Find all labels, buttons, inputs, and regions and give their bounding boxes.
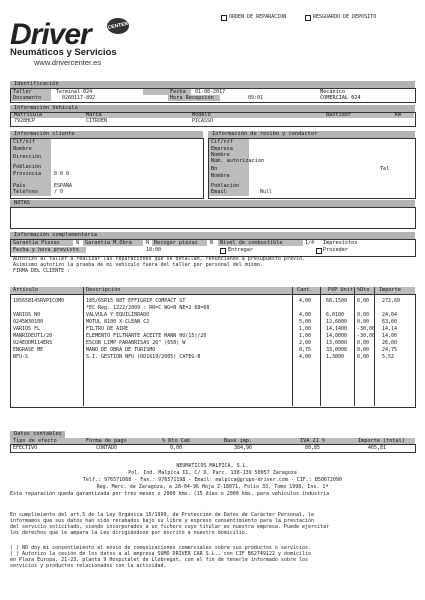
articulo-header: Artículo	[13, 287, 38, 293]
consent-line-4: servicios y productos relacionados con la actividad.	[10, 563, 167, 569]
cliente-telefono-value: / 0	[54, 189, 64, 195]
item-code: ENGRASE ME	[13, 347, 44, 353]
item-desc: 185/65R15 88T EFFIGRIP COMPACT GT	[86, 298, 186, 304]
item-code: NFU-S	[13, 354, 29, 360]
item-dto: -30,00	[357, 326, 376, 332]
cantidad-header: Cant.	[297, 287, 313, 293]
recibo-email-value: Null	[260, 189, 273, 195]
logo-word: Driver	[10, 18, 91, 51]
taller-label: Taller	[13, 89, 32, 95]
consent-line-3: en Plaza Europa, 21-23, planta 9 Hospitalet de Llobregat, con el fin de tenerle informado sobre los	[10, 557, 309, 563]
fecha-label: Fecha	[170, 89, 186, 95]
matricula-label: Matrícula	[14, 112, 43, 118]
recibo-cif-label: Cif/nif	[211, 139, 233, 145]
footer-contact: Telf.: 976571068 - Fax.: 976571198 - Email: malpica@grupo-driver.com - CIF.: B50672090	[83, 477, 342, 483]
legal-line-3: del servicio solicitado, siendo incorporados a un fichero cuyo titular es nuestra empresa. Puede ejercitar	[10, 524, 330, 530]
item-desc: VALVULA Y EQUILIBRADO	[86, 312, 150, 318]
authorization-text-2: Asimismo autorizo la prueba de mi vehículo fuera del taller por personal del mismo.	[13, 262, 263, 268]
marca-value: CITROEN	[86, 118, 108, 124]
item-price: 13,0000	[326, 340, 348, 346]
item-qty: 4,00	[299, 312, 312, 318]
dto-cab-value: 0,00	[170, 445, 183, 451]
item-total: 14,14	[382, 326, 398, 332]
base-imp-value: 384,96	[234, 445, 253, 451]
item-price: 33,0000	[326, 347, 348, 353]
recibo-autorizacion-label: Núm. autorización	[211, 158, 265, 164]
item-dto: -30,00	[357, 333, 376, 339]
dto-cab-header: % Dto Cab	[162, 438, 191, 444]
item-qty: 2,00	[299, 340, 312, 346]
comercial-label: COMERCIAL 024	[320, 95, 361, 101]
item-code: 0245W30100	[13, 319, 44, 325]
item-dto: 0,00	[357, 312, 370, 318]
item-desc: MANO DE OBRA DE TURISMO	[86, 347, 156, 353]
mecanico-label: Mecánico	[320, 89, 345, 95]
item-qty: 0,75	[299, 347, 312, 353]
item-code: VARIOS FL	[13, 326, 41, 332]
importe-total-header: Importe (total)	[358, 438, 405, 444]
recibo-email-label: Email	[211, 189, 227, 195]
legal-line-1: En cumplimiento del art.5 de la Ley Orgánica 15/1999, de Protección de Datos de Carácter Personal, le	[10, 512, 315, 518]
item-total: 24,75	[382, 347, 398, 353]
item-total: 14,00	[382, 333, 398, 339]
importe-header: Importe	[379, 287, 401, 293]
cliente-pais-label: País	[13, 183, 26, 189]
tipo-efecto-value: EFECTIVO	[13, 445, 38, 451]
item-code: VARIOS N0	[13, 312, 41, 318]
recoger-piezas-label: Recoger piezas	[154, 240, 198, 246]
iva-value: 80,85	[305, 445, 321, 451]
km-label: Km	[395, 112, 402, 118]
consent-line-1: ( ) NO doy mi consentimiento al envío de comunicaciones comerciales sobre sus productos o servicios.	[10, 545, 312, 551]
resguardo-label: RESGUARDO DE DEPOSITO	[313, 14, 377, 20]
item-code: 024EODM114ERS	[13, 340, 53, 346]
item-total: 272,60	[382, 298, 401, 304]
cliente-telefono-label: Teléfono	[13, 189, 38, 195]
footer-address: Pol. Ind. Malpica II, C/ D, Parc. 138-139 50057 Zaragoza	[128, 470, 297, 476]
recibo-poblacion-label: Población	[211, 183, 240, 189]
proceder-label: Proceder	[323, 247, 348, 253]
cliente-header: Información cliente	[10, 131, 203, 138]
authorization-text-1: Autorizo al taller a realizar las reparaciones que se detallan, renunciando a presupuesto previo.	[13, 256, 305, 262]
combustible-value: 1/4	[305, 240, 315, 246]
orden-checkbox[interactable]	[221, 15, 227, 21]
footer-guarantee: Esta reparación queda garantizada por tres meses o 2000 kms. (15 días o 2000 kms. para vehículos industria	[10, 491, 330, 497]
item-qty: 4,00	[299, 354, 312, 360]
item-price: 1,3800	[326, 354, 345, 360]
item-price: 14,0000	[326, 333, 348, 339]
item-desc: S.I. GESTION NFU (RD1619/2005) CATEG-B	[86, 354, 201, 360]
taller-value: Terminal 024	[56, 89, 93, 95]
item-desc: ESCOB LIMP PARABRISAS 26" (650) W	[86, 340, 186, 346]
notas-box[interactable]	[10, 207, 416, 229]
footer-registry: Reg. Merc. de Zaragoza, a 28-04-96 Hoja Z-18071, Folio 33, Tomo 1998, Ins. 1ª	[96, 484, 329, 490]
item-price: 12,6000	[326, 319, 348, 325]
bastidor-label: Bastidor	[326, 112, 351, 118]
descripcion-header: Descripción	[86, 287, 121, 293]
complementaria-header: Información complementaria	[10, 232, 415, 239]
item-total: 5,52	[382, 354, 395, 360]
documento-value: 0260117-892	[62, 95, 96, 101]
footer-company: NEUMATICOS MALPICA, S.L.	[176, 463, 249, 469]
recoger-piezas-value: N	[210, 240, 214, 246]
vehiculo-header: Información Vehículo	[10, 105, 415, 112]
notas-header: NOTAS	[10, 200, 415, 207]
items-box	[10, 294, 416, 408]
item-dto: 0,00	[357, 298, 370, 304]
imprevistos-label: Imprevistos	[323, 240, 358, 246]
marca-label: Marca	[86, 112, 102, 118]
item-code: MANRIDEUT1/20	[13, 333, 53, 339]
garantia-piezas-value: N	[76, 240, 80, 246]
base-imp-header: Base imp.	[224, 438, 253, 444]
item-desc: ELEMENTO FILTRANTE ACEITE MANN HU(15)/20	[86, 333, 207, 339]
consent-line-2: ( ) Autorizo la cesión de los datos a al empresa SUMO DRIVER CAR S.L., con CIF B62749122 y domicilio	[10, 551, 312, 557]
item-dto: 0,00	[357, 319, 370, 325]
cliente-poblacion-label: Población	[13, 164, 42, 170]
fecha-value: 01-08-2017	[195, 89, 226, 95]
modelo-label: Modelo	[192, 112, 211, 118]
item-qty: 1,00	[299, 333, 312, 339]
fecha-previsto-value: 18:00	[146, 247, 162, 253]
recibo-nombre2-label: Nombre	[211, 173, 230, 179]
dto-header: %Dto	[357, 287, 370, 293]
tipo-efecto-header: Tipo de efecto	[13, 438, 57, 444]
item-dto: 0,00	[357, 347, 370, 353]
fecha-previsto-label: Fecha y hora previsto	[13, 247, 79, 253]
cliente-direccion-label: Dirección	[13, 154, 42, 160]
cliente-provincia-label: Provincia	[13, 171, 42, 177]
cliente-cif-label: Cif/nif	[13, 139, 35, 145]
cliente-pais-value: ESPAÑA	[54, 183, 73, 189]
hora-value: 09:01	[248, 95, 264, 101]
cliente-provincia-value: 0 0 0	[54, 171, 70, 177]
item-desc: FILTRO DE AIRE	[86, 326, 129, 332]
item-qty: 1,00	[299, 326, 312, 332]
pvp-header: PVP Unit	[328, 287, 353, 293]
contables-header: Datos contables	[10, 431, 65, 438]
item-price: 14,1400	[326, 326, 348, 332]
importe-total-value: 465,81	[368, 445, 387, 451]
recibo-nombre-label: Nombre	[211, 152, 230, 158]
item-price: 68,1500	[326, 298, 348, 304]
logo-url: www.drivercenter.es	[34, 58, 102, 67]
entregar-label: Entregar	[228, 247, 253, 253]
firma-label: FIRMA DEL CLIENTE :	[13, 268, 71, 274]
iva-header: IVA 21 %	[300, 438, 325, 444]
item-total: 63,00	[382, 319, 398, 325]
legal-line-2: informamos que sus datos han sido recabados bajo su libre y expreso consentimiento para la prestación	[10, 518, 315, 524]
item-qty: 4,00	[299, 298, 312, 304]
legal-line-4: los derechos que le ampara la Ley dirigiéndose por escrito a nuestro domicilio.	[10, 530, 248, 536]
orden-label: ORDEN DE REPARACION	[229, 14, 287, 20]
recibo-bn-label: Bn	[211, 166, 218, 172]
logo-subtitle: Neumáticos y Servicios	[10, 47, 117, 58]
identificacion-header: Identificación	[10, 81, 415, 88]
item-total: 24,04	[382, 312, 398, 318]
entregar-checkbox[interactable]	[220, 248, 226, 254]
garantia-piezas-label: Garantía Piezas	[13, 240, 60, 246]
hora-label: Hora Recepción	[170, 95, 214, 101]
driver-logo	[10, 18, 117, 67]
recibo-header: Información de recibo y conductor	[208, 131, 415, 138]
garantia-obra-label: Garantía M.Obra	[85, 240, 132, 246]
forma-pago-header: Forma de pago	[86, 438, 127, 444]
item-total: 26,00	[382, 340, 398, 346]
item-desc: MOTUL 8100 X-CLEAN C2	[86, 319, 150, 325]
documento-label: Documento	[13, 95, 42, 101]
resguardo-checkbox[interactable]	[305, 15, 311, 21]
cliente-nombre-label: Nombre	[13, 146, 32, 152]
item-qty: 5,00	[299, 319, 312, 325]
item-dto: 0,00	[357, 340, 370, 346]
recibo-tel-label: Tel	[380, 166, 390, 172]
item-code: 185658145RVPICOMO	[13, 298, 65, 304]
combustible-label: Nivel de combustible	[220, 240, 283, 246]
item-desc: *EC Reg. 1222/2009 : RR=C WG=B NE=2 68=68	[86, 305, 210, 311]
matricula-value: 7928HCP	[14, 118, 36, 124]
center-badge-icon: CENTER	[107, 18, 129, 34]
proceder-checkbox[interactable]	[316, 248, 322, 254]
recibo-empresa-label: Empresa	[211, 146, 233, 152]
garantia-obra-value: N	[146, 240, 150, 246]
item-dto: 0,00	[357, 354, 370, 360]
forma-pago-value: CONTADO	[96, 445, 118, 451]
item-price: 6,0100	[326, 312, 345, 318]
modelo-value: PICASSO	[192, 118, 214, 124]
